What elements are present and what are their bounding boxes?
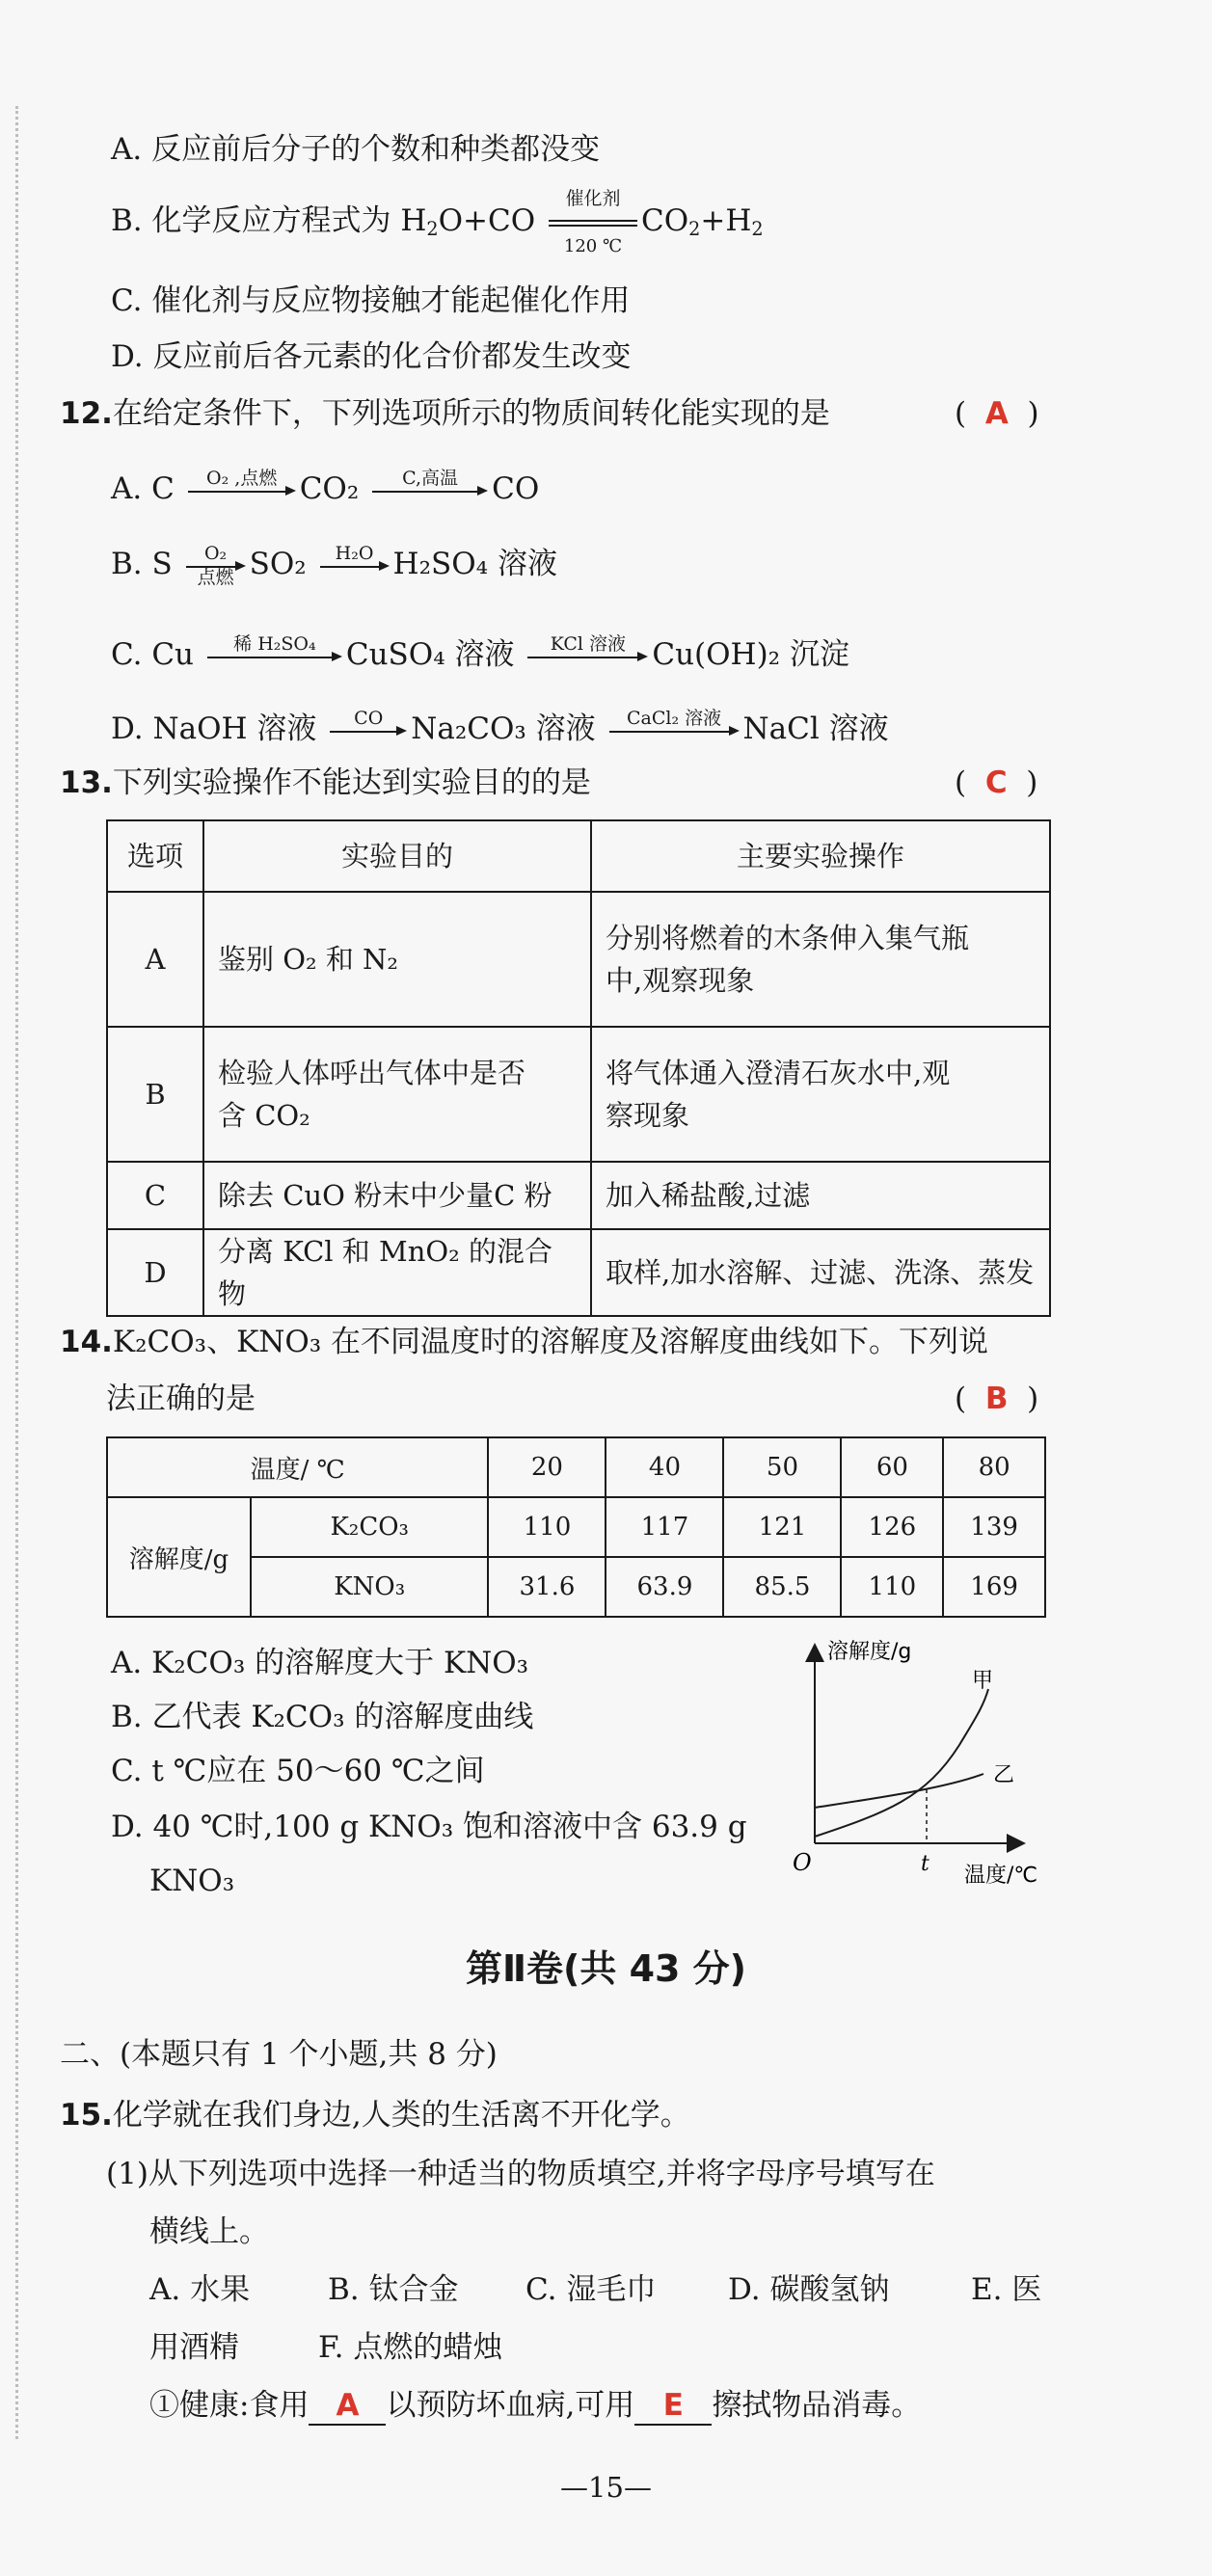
q11-option-a: A. 反应前后分子的个数和种类都没变 <box>111 132 601 167</box>
answer-blank[interactable]: A <box>309 2387 386 2426</box>
y-axis-label: 溶解度/g <box>827 1640 912 1664</box>
section-heading: 二、(本题只有 1 个小题,共 8 分) <box>60 2037 498 2072</box>
q12-option-a: A. C O₂ ,点燃 CO₂ C,高温 CO <box>111 468 540 506</box>
q14-option-d-line2: KNO₃ <box>149 1864 235 1898</box>
q12-answer-bracket: ( A ) <box>955 396 1039 431</box>
q14-answer: B <box>984 1382 1009 1416</box>
q12-option-b: B. S O₂ 点燃 SO₂ H₂O H₂SO₄ 溶液 <box>111 543 557 588</box>
table-row: D 分离 KCl 和 MnO₂ 的混合物 取样,加水溶解、过滤、洗涤、蒸发 <box>107 1229 1050 1316</box>
table-header-row: 选项 实验目的 主要实验操作 <box>107 820 1050 892</box>
reaction-arrow: KCl 溶液 <box>527 642 648 671</box>
q13-table <box>106 819 1051 1317</box>
q14-stem-line1: 14.K₂CO₃、KNO₃ 在不同温度时的溶解度及溶解度曲线如下。下列说 <box>60 1325 989 1359</box>
solubility-curve-graph <box>781 1629 1061 1890</box>
x-axis-label: 温度/℃ <box>964 1864 1038 1888</box>
page-number: —15— <box>560 2471 652 2504</box>
table-row: A 鉴别 O₂ 和 N₂ 分别将燃着的木条伸入集气瓶 中,观察现象 <box>107 892 1050 1027</box>
reaction-arrow: O₂ ,点燃 <box>188 476 296 505</box>
q13-stem: 13.下列实验操作不能达到实验目的的是 <box>60 765 591 800</box>
q12-option-d: D. NaOH 溶液 CO Na₂CO₃ 溶液 CaCl₂ 溶液 NaCl 溶液 <box>111 708 889 746</box>
q13-answer: C <box>984 765 1008 800</box>
q14-option-a: A. K₂CO₃ 的溶解度大于 KNO₃ <box>111 1646 529 1680</box>
yi-label: 乙 <box>993 1763 1015 1787</box>
q15-stem: 15.化学就在我们身边,人类的生活离不开化学。 <box>60 2098 690 2133</box>
reaction-arrow: CO <box>330 716 407 745</box>
q14-option-b: B. 乙代表 K₂CO₃ 的溶解度曲线 <box>111 1700 534 1734</box>
q12-option-c: C. Cu 稀 H₂SO₄ CuSO₄ 溶液 KCl 溶液 Cu(OH)₂ 沉淀 <box>111 633 849 672</box>
q15-health-line: ①健康:食用 A 以预防坏血病,可用 E 擦拭物品消毒。 <box>149 2387 921 2426</box>
q15-sub1-line1: (1)从下列选项中选择一种适当的物质填空,并将字母序号填写在 <box>106 2157 935 2191</box>
binding-margin-line <box>15 106 18 2439</box>
table-row: B 检验人体呼出气体中是否 含 CO₂ 将气体通入澄清石灰水中,观 察现象 <box>107 1027 1050 1162</box>
t-label: t <box>921 1852 929 1876</box>
curve-jia <box>815 1689 988 1837</box>
jia-label: 甲 <box>972 1669 994 1693</box>
q12-stem: 12.在给定条件下，下列选项所示的物质间转化能实现的是 <box>60 396 830 431</box>
q13-answer-bracket: ( C ) <box>955 765 1038 800</box>
q15-sub1-line2: 横线上。 <box>149 2214 269 2249</box>
table-row: KNO₃ 31.6 63.9 85.5 110 169 <box>107 1557 1045 1617</box>
table-row: 温度/ ℃ 20 40 50 60 80 <box>107 1437 1045 1497</box>
q11-option-d: D. 反应前后各元素的化合价都发生改变 <box>111 339 632 374</box>
reaction-arrow: 稀 H₂SO₄ <box>207 642 342 671</box>
equals-condition-sign: 催化剂 120 ℃ <box>549 203 637 242</box>
q14-solubility-table <box>106 1436 1046 1618</box>
q14-answer-bracket: ( B ) <box>955 1382 1039 1416</box>
table-row: C 除去 CuO 粉末中少量C 粉 加入稀盐酸,过滤 <box>107 1162 1050 1229</box>
q14-option-d-line1: D. 40 ℃时,100 g KNO₃ 饱和溶液中含 63.9 g <box>111 1810 747 1844</box>
part2-title: 第Ⅱ卷(共 43 分) <box>465 1947 747 1990</box>
origin-label: O <box>793 1849 812 1876</box>
q11-option-c: C. 催化剂与反应物接触才能起催化作用 <box>111 283 631 318</box>
q14-stem-line2: 法正确的是 <box>106 1382 256 1416</box>
reaction-arrow: CaCl₂ 溶液 <box>609 716 740 745</box>
reaction-arrow: C,高温 <box>372 476 488 505</box>
reaction-arrow: O₂ 点燃 <box>186 551 246 580</box>
table-row: 溶解度/g K₂CO₃ 110 117 121 126 139 <box>107 1497 1045 1557</box>
q11-option-b: B. 化学反应方程式为 $H_2O+CO$ 催化剂 120 ℃ $CO_2+H_2$ <box>111 187 764 256</box>
q12-answer: A <box>984 396 1009 431</box>
answer-blank[interactable]: E <box>634 2387 712 2426</box>
reaction-arrow: H₂O <box>320 551 390 580</box>
q14-option-c: C. t ℃应在 50～60 ℃之间 <box>111 1754 485 1788</box>
